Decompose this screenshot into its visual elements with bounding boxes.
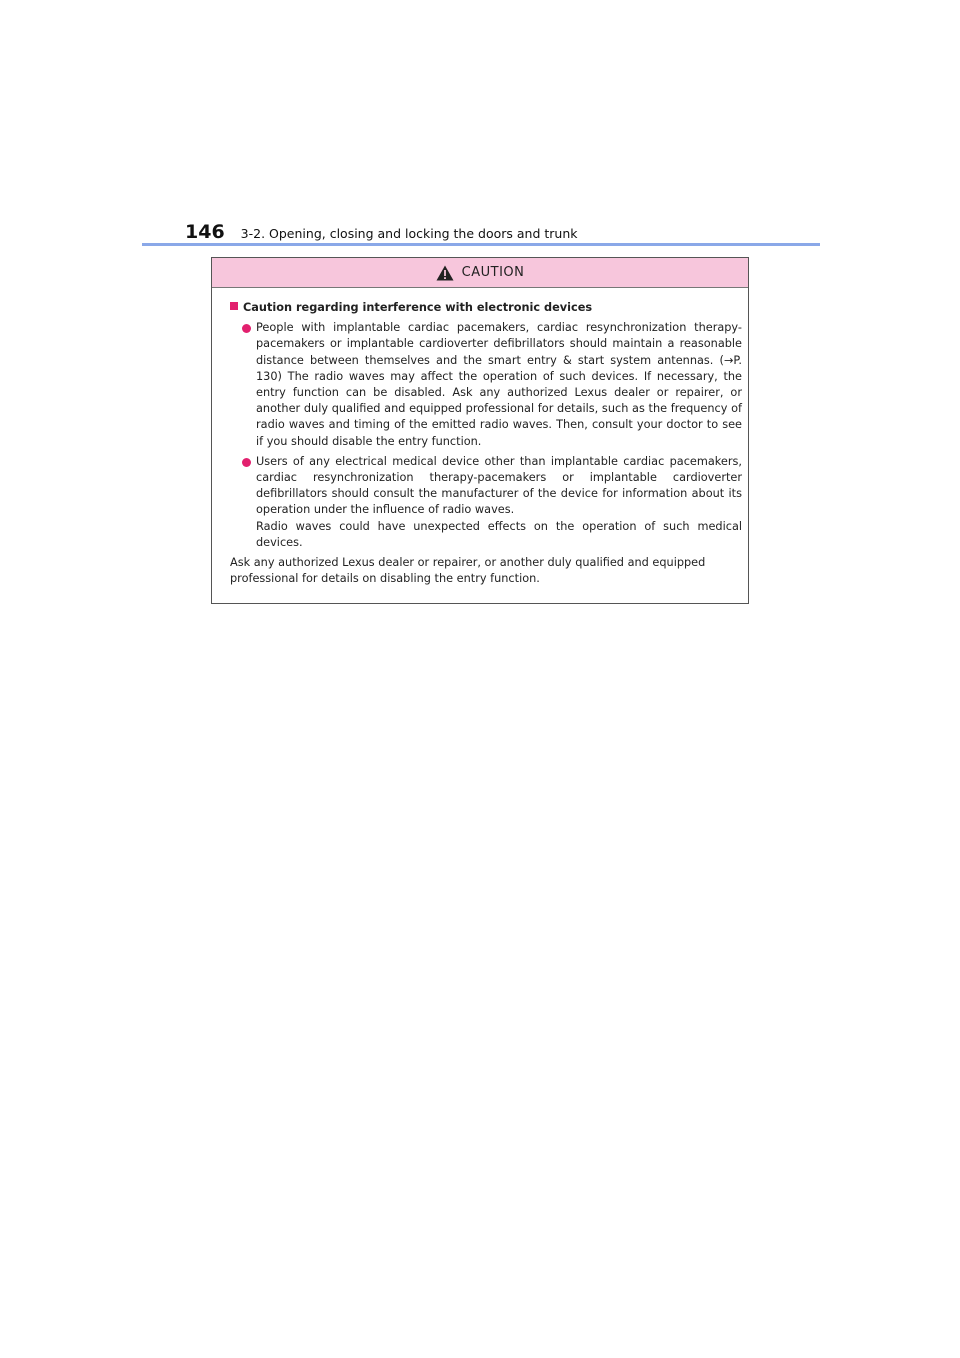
closing-paragraph: Ask any authorized Lexus dealer or repairer, or another duly qualified and equipped professional for details on disabling the entry function. [230, 556, 706, 586]
bullet-paragraph: People with implantable cardiac pacemakers, cardiac resynchronization therapy-pacemakers or implantable cardioverter defibrillators should maintain a reasonable distance between themselves and the smart entry & start system antennas. (→P. 130) The radio waves may affect the operation of such devices. If necessary, the entry function can be disabled. Ask any authorized Lexus dealer or repairer, or another duly qualified and equipped professional for details, such as the frequency of radio waves and timing of the emitted radio waves. Then, consult your doctor to see if you should disable the entry function. [256, 321, 742, 448]
caution-body [212, 288, 748, 587]
page-number: 146 [185, 221, 225, 243]
round-bullet-icon [242, 458, 251, 467]
header-rule [142, 243, 820, 246]
bullet-text [256, 320, 742, 450]
caution-label: CAUTION [461, 265, 525, 280]
round-bullet-icon [242, 324, 251, 333]
caution-box [211, 257, 749, 604]
caution-subheading [230, 300, 742, 316]
bullet-item [242, 320, 742, 450]
subheading-text: Caution regarding interference with electronic devices [243, 301, 593, 314]
bullet-item [242, 454, 742, 551]
warning-triangle-icon [436, 265, 454, 281]
square-bullet-icon [230, 302, 238, 310]
page-header [185, 213, 578, 243]
section-title: 3-2. Opening, closing and locking the doors and trunk [240, 226, 578, 241]
bullet-paragraph: Radio waves could have unexpected effects on the operation of such medical devices. [256, 519, 742, 549]
bullet-paragraph: Users of any electrical medical device other than implantable cardiac pacemakers, cardiac resynchronization therapy-pacemakers or implantable cardioverter defibrillators should consult the manufacturer of the device for information about its operation under the influence of radio waves. [256, 454, 742, 517]
caution-header [212, 258, 748, 288]
bullet-text [256, 454, 742, 551]
